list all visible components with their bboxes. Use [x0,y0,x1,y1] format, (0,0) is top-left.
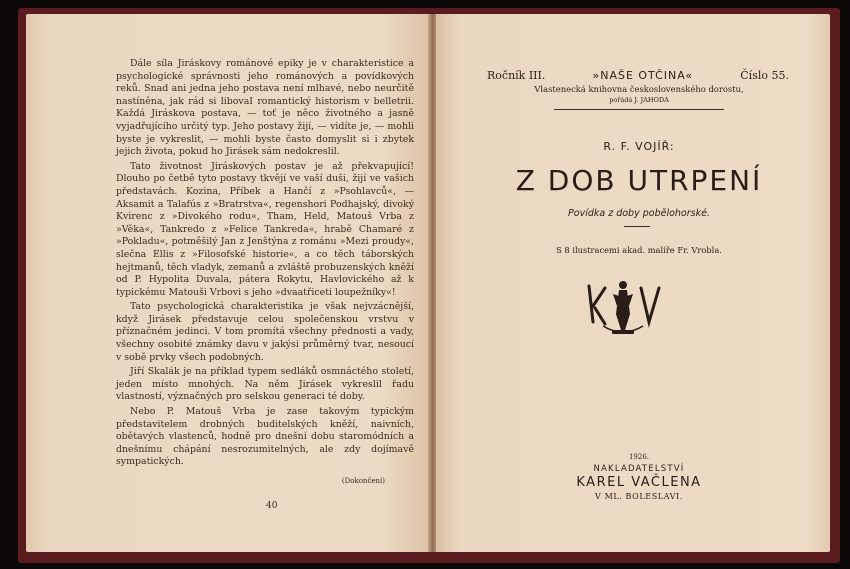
publisher-emblem-icon [583,276,663,340]
publisher-label: NAKLADATELSTVÍ [593,464,685,474]
series-header [487,69,789,82]
title-page [436,14,830,552]
paragraph: Tato psychologická charakteristika je však nejvzácnější, když Jirásek představuje celou společenskou vrstvu v příznačném jedinci. V tom promítá všechny přednosti a vady, všechny osobité známky davu v jakýsi průměrný tvar, nesoucí v sobě prvky všech podobných. [116,301,414,363]
book-title: Z DOB UTRPENÍ [515,164,763,197]
series-name: »NAŠE OTČINA« [592,69,694,82]
page-number: 40 [266,501,278,511]
issue-label: Číslo 55. [740,69,789,82]
paragraph: Dále síla Jiráskovy románové epiky je v charakteristice a psychologické správnosti jeho románových a povídkových reků. Snad ani jedna jeho postava není mlhavé, nebo neurčitě nastíněna, jak rád si libovaI romantický historism v belletrii. Každá Jiráskova postava, — toť je něco životného a jasně vyjadřujícího určitý typ. Jeho postavy žijí, — vidíte je, — mohli byste je vykreslit, — mohli byste často domyslit si i zbytek jejich života, pokud ho Jirásek sám nedokreslil. [116,58,414,158]
illustration-credit: S 8 ilustracemi akad. malíře Fr. Vrobla. [556,245,722,255]
publication-year: 1926. [628,453,650,461]
short-divider [624,226,650,227]
book-subtitle: Povídka z doby pobělohorské. [568,208,710,219]
essay-text [116,58,414,471]
left-page [26,14,431,552]
paragraph: Jiří Skalák je na příklad typem sedláků osmnáctého století, jeden místo mnohých. Na něm Jirásek vykreslil řadu vlastností, význačných pro selskou generaci té doby. [116,366,414,403]
publisher-name: KAREL VAČLENA [576,475,702,490]
publisher-place: V ML. BOLESLAVI. [595,492,683,501]
continuation-note: (Dokončení) [341,477,385,485]
series-editor: pořádá J. JAHODA [609,96,669,104]
divider-rule [554,109,724,110]
volume-label: Ročník III. [487,69,546,82]
paragraph: Nebo P. Matouš Vrba je zase takovým typickým představitelem drobných buditelských kněží, naivních, obětavých vlastenců, hodně pro dnešní dobu staromódních a dnešnímu chápání nesrozumitelných, ale zdy dojímavě sympatických. [116,406,414,468]
author-name: R. F. VOJÍŘ: [603,140,675,153]
paragraph: Tato životnost Jiráskových postav je až překvapující! Dlouho po četbě tyto postavy tkvějí ve vaší duši, žijí ve vašich představách. Kozina, Příbek a Hančí z »Psohlavců«, — Aksamit a Talafús z »Bratrstva«, regenshori Podhajský, divoký Kvirenc z »Divokého rodu«, Tham, Held, Matouš Vrba z »Věka«, Tankredo z »Felice Tankreda«, hrabě Chamaré z »Pokladu«, potměšilý Jan z Jenštýna z románu »Mezi proudy«, slečna Ellis z »Filosofské historie«, a co těch táborských hejtmanů, těch vladyk, zemanů a zvláště probuzenských kněží od P. Hypolita Duvala, pátera Rokytu, Havlovického až k typickému Matouši Vrbovi s jeho »dvaatřiceti loupežníky«! [116,160,414,298]
series-subtitle: Vlastenecká knihovna československého dorostu, [534,84,744,94]
